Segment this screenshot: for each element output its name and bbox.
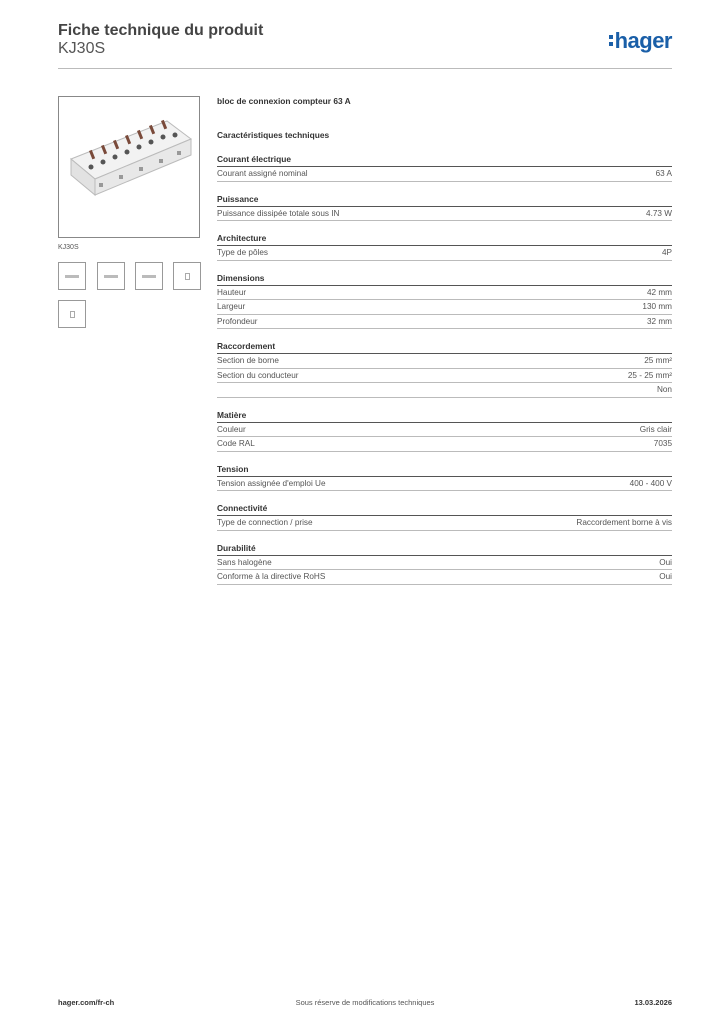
spec-row: [217, 354, 672, 369]
product-code: KJ30S: [58, 40, 106, 57]
thumbnail-2[interactable]: [97, 262, 125, 290]
spec-value: 25 - 25 mm²: [627, 370, 672, 380]
thumbnail-graphic: [104, 275, 118, 278]
spec-row: [217, 477, 672, 492]
spec-value: 42 mm: [646, 287, 672, 297]
spec-value: 7035: [653, 439, 672, 448]
spec-row: [217, 556, 672, 571]
spec-row: [217, 207, 672, 222]
specifications: [217, 94, 672, 585]
spec-label: Puissance dissipée totale sous IN: [217, 208, 340, 218]
spec-label: Type de pôles: [217, 248, 268, 257]
image-caption: KJ30S: [58, 244, 79, 251]
section-title: Tension: [217, 463, 672, 477]
spec-row: [217, 383, 672, 398]
section-title: Dimensions: [217, 272, 672, 286]
spec-section: [217, 409, 672, 452]
header-divider: [58, 68, 672, 69]
footer-disclaimer: Sous réserve de modifications techniques: [295, 998, 435, 1007]
spec-section: [217, 463, 672, 492]
spec-row: [217, 246, 672, 261]
section-title: Raccordement: [217, 340, 672, 354]
spec-label: Section du conducteur: [217, 370, 299, 380]
section-title: Matière: [217, 409, 672, 423]
spec-value: Non: [656, 385, 672, 394]
section-title: Architecture: [217, 232, 672, 246]
section-title: Connectivité: [217, 502, 672, 516]
thumbnail-graphic: [70, 311, 75, 318]
thumbnail-3[interactable]: [135, 262, 163, 290]
tech-heading: Caractéristiques techniques: [217, 130, 330, 140]
spec-label: Sans halogène: [217, 557, 272, 567]
product-image[interactable]: [58, 96, 200, 238]
hager-logo: [609, 28, 672, 54]
spec-section: [217, 153, 672, 182]
spec-label: Type de connection / prise: [217, 518, 313, 527]
spec-row: [217, 300, 672, 315]
spec-row: [217, 167, 672, 182]
spec-label: Courant assigné nominal: [217, 169, 308, 178]
thumbnail-5[interactable]: [58, 300, 86, 328]
spec-label: Conforme à la directive RoHS: [217, 572, 326, 581]
section-title: Puissance: [217, 193, 672, 207]
spec-label: Code RAL: [217, 439, 255, 448]
spec-value: 32 mm: [646, 316, 672, 326]
thumbnail-1[interactable]: [58, 262, 86, 290]
spec-section: [217, 340, 672, 398]
spec-section: [217, 193, 672, 222]
logo-text: hager: [614, 28, 672, 53]
page-header: [58, 20, 672, 68]
spec-row: [217, 315, 672, 330]
spec-sections: [217, 153, 672, 585]
spec-value: 400 - 400 V: [629, 478, 672, 488]
page-title: Fiche technique du produit: [58, 22, 264, 39]
section-title: Durabilité: [217, 542, 672, 556]
footer-website-link[interactable]: hager.com/fr-ch: [58, 998, 115, 1007]
footer-date: 13.03.2026: [634, 998, 672, 1007]
spec-value: 4P: [661, 248, 672, 257]
spec-value: 130 mm: [642, 302, 672, 311]
spec-row: [217, 437, 672, 452]
spec-section: [217, 272, 672, 330]
spec-label: Couleur: [217, 424, 246, 434]
spec-section: [217, 542, 672, 585]
spec-section: [217, 232, 672, 261]
spec-label: Profondeur: [217, 316, 258, 326]
spec-value: 25 mm²: [644, 356, 672, 365]
spec-row: [217, 286, 672, 301]
spec-value: Oui: [659, 572, 672, 581]
section-title: Courant électrique: [217, 153, 672, 167]
thumbnail-4[interactable]: [173, 262, 201, 290]
spec-label: Tension assignée d'emploi Ue: [217, 478, 326, 488]
spec-value: 63 A: [655, 169, 672, 178]
spec-row: [217, 369, 672, 384]
spec-value: Raccordement borne à vis: [576, 518, 672, 527]
spec-label: Largeur: [217, 302, 246, 311]
thumbnail-graphic: [142, 275, 156, 278]
spec-row: [217, 516, 672, 531]
spec-value: Oui: [659, 557, 672, 567]
spec-value: 4.73 W: [646, 208, 672, 218]
logo-dots-icon: [609, 32, 613, 49]
spec-value: Gris clair: [639, 424, 672, 434]
terminal-block-illustration: [59, 97, 199, 237]
product-description: bloc de connexion compteur 63 A: [217, 96, 351, 106]
spec-section: [217, 502, 672, 531]
thumbnail-graphic: [65, 275, 79, 278]
spec-label: Section de borne: [217, 356, 279, 365]
spec-row: [217, 423, 672, 438]
thumbnail-graphic: [185, 273, 190, 280]
spec-row: [217, 570, 672, 585]
spec-label: Hauteur: [217, 287, 247, 297]
